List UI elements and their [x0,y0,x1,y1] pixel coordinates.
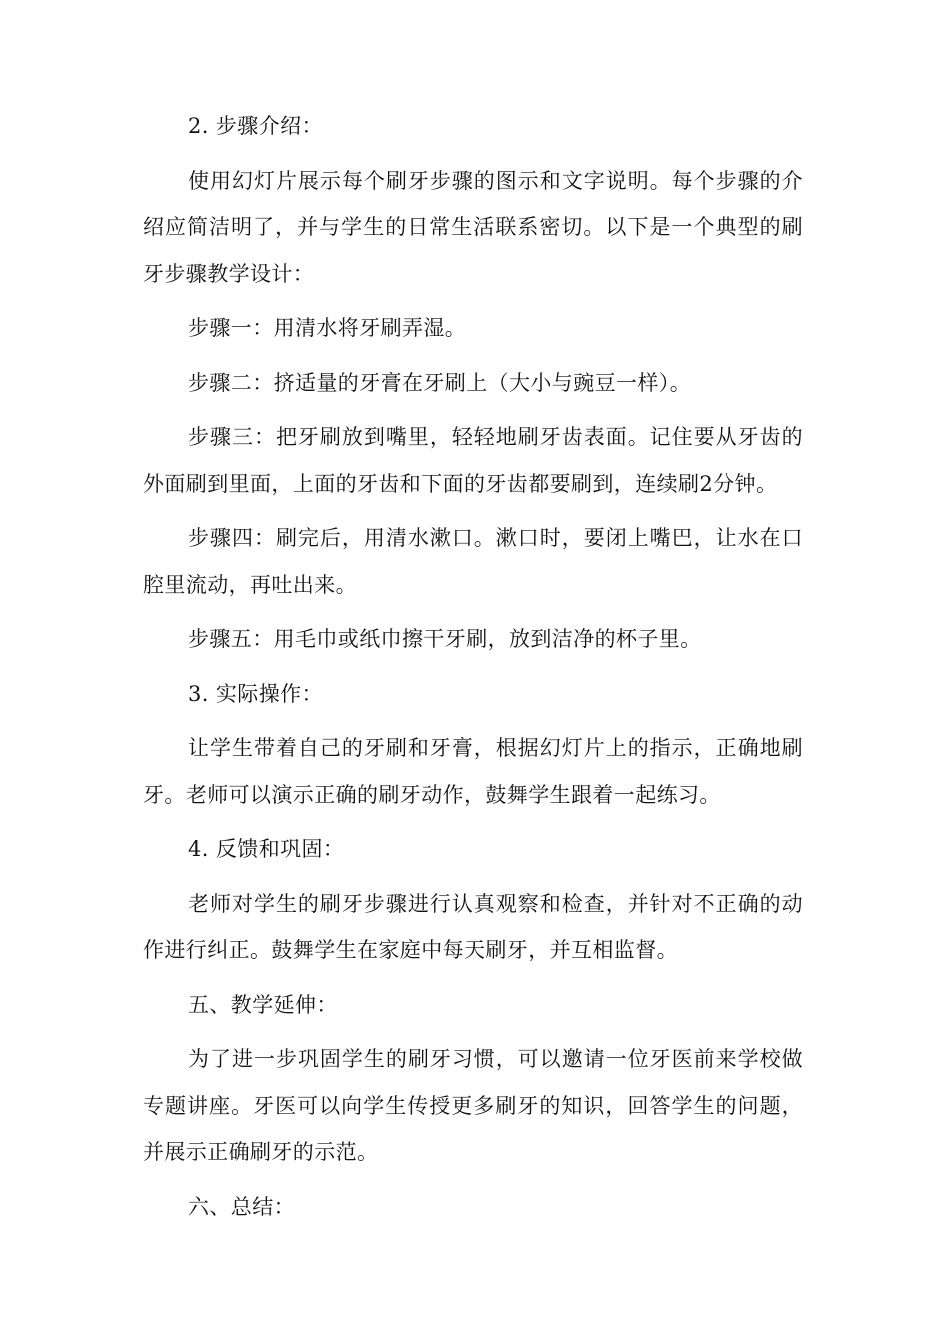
paragraph-gap [143,1176,803,1184]
paragraph-gap [143,873,803,881]
section-heading-summary: 六、总结： [188,1194,295,1219]
paragraph-extension: 为了进一步巩固学生的刷牙习惯，可以邀请一位牙医前来学校做专题讲座。牙医可以向学生传授更多刷牙的知识，回答学生的问题，并展示正确刷牙的示范。 [143,1047,803,1164]
paragraph-gap [143,608,803,616]
paragraph-step-3: 步骤三：把牙刷放到嘴里，轻轻地刷牙齿表面。记住要从牙齿的外面刷到里面，上面的牙齿和下面的牙齿都要刷到，连续刷2分钟。 [143,425,803,496]
paragraph-gap [143,663,803,671]
document-body [143,103,803,1230]
paragraph-gap [143,406,803,414]
paragraph-gap [143,974,803,982]
section-heading-steps: 2. 步骤介绍： [188,114,323,138]
paragraph-step-2: 步骤二：挤适量的牙膏在牙刷上（大小与豌豆一样）。 [188,370,692,395]
section-heading-practice: 3. 实际操作： [188,681,323,706]
paragraph-feedback: 老师对学生的刷牙步骤进行认真观察和检查，并针对不正确的动作进行纠正。鼓舞学生在家庭中每天刷牙，并互相监督。 [143,891,803,962]
section-heading-feedback: 4. 反馈和巩固： [188,837,345,861]
paragraph-steps-intro: 使用幻灯片展示每个刷牙步骤的图示和文字说明。每个步骤的介绍应简洁明了，并与学生的日常生活联系密切。以下是一个典型的刷牙步骤教学设计： [143,168,803,286]
paragraph-gap [143,1028,803,1036]
paragraph-gap [143,150,803,158]
paragraph-gap [143,818,803,826]
paragraph-step-4: 步骤四：刷完后，用清水漱口。漱口时，要闭上嘴巴，让水在口腔里流动，再吐出来。 [143,526,803,597]
paragraph-step-1: 步骤一：用清水将牙刷弄湿。 [188,316,467,340]
paragraph-gap [143,507,803,515]
paragraph-gap [143,297,803,305]
paragraph-practice: 让学生带着自己的牙刷和牙膏，根据幻灯片上的指示，正确地刷牙。老师可以演示正确的刷牙动作，鼓舞学生跟着一起练习。 [143,736,803,807]
paragraph-gap [143,717,803,725]
section-heading-extension: 五、教学延伸： [188,992,338,1017]
paragraph-gap [143,352,803,360]
paragraph-step-5: 步骤五：用毛巾或纸巾擦干牙刷，放到洁净的杯子里。 [188,627,702,651]
